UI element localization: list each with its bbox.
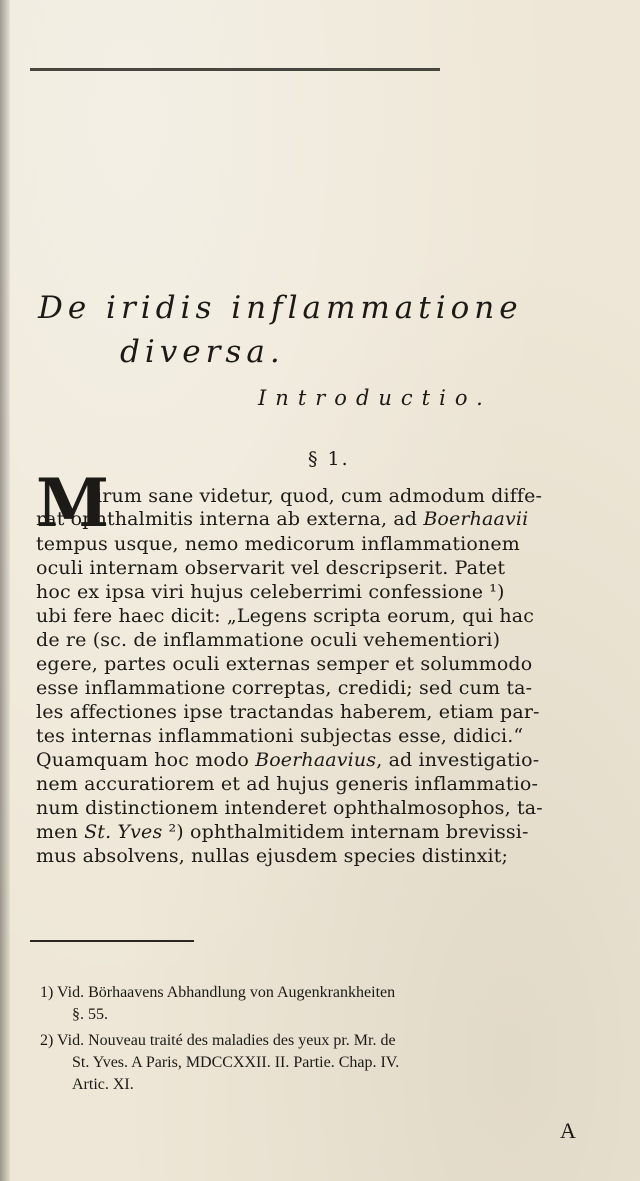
body-line <box>36 772 538 796</box>
body-line <box>36 580 505 604</box>
body-line <box>36 700 540 724</box>
body-line <box>96 484 542 508</box>
body-line <box>36 676 532 700</box>
body-line <box>36 604 534 628</box>
body-line <box>36 844 508 868</box>
text-run: les affectiones ipse tractandas haberem, etiam par- <box>36 701 540 723</box>
text-run: ubi fere haec dicit: „Legens scripta eorum, qui hac <box>36 605 535 627</box>
text-run: mus absolvens, nullas ejusdem species distinxit; <box>36 845 509 867</box>
title-line-1: De iridis inflammatione <box>38 290 523 326</box>
italic-name: Boerhaavii <box>423 508 529 530</box>
footnote-line: 2) Vid. Nouveau traité des maladies des yeux pr. Mr. de <box>40 1032 396 1049</box>
body-line <box>36 748 539 772</box>
body-line <box>36 724 523 748</box>
italic-name: Boerhaavius <box>255 749 377 771</box>
text-run: egere, partes oculi externas semper et solummodo <box>36 653 533 675</box>
binding-edge-shadow <box>0 0 10 1181</box>
text-run: irum sane videtur, quod, cum admodum diffe- <box>96 485 543 507</box>
text-run: oculi internam observarit vel descripserit. Patet <box>36 557 506 579</box>
text-run: ²) ophthalmitidem internam brevissi- <box>162 821 529 843</box>
body-line <box>36 507 528 531</box>
body-line <box>36 532 520 556</box>
body-line <box>36 652 532 676</box>
signature-mark: A <box>560 1118 576 1143</box>
text-run: hoc ex ipsa viri hujus celeberrimi confessione ¹) <box>36 581 505 603</box>
body-line <box>36 628 500 652</box>
text-run: esse inflammatione correptas, credidi; sed cum ta- <box>36 677 533 699</box>
text-run: men <box>36 821 85 843</box>
footnote-rule <box>30 940 194 942</box>
footnote-line: §. 55. <box>72 1006 108 1023</box>
subtitle: Introductio. <box>258 386 492 410</box>
text-run: rat ophthalmitis interna ab externa, ad <box>36 508 424 530</box>
text-run: tes internas inflammationi subjectas esse, didici.“ <box>36 725 524 747</box>
footnote-line: St. Yves. A Paris, MDCCXXII. II. Partie. Chap. IV. <box>72 1054 400 1071</box>
top-rule <box>30 68 440 71</box>
body-line <box>36 820 529 844</box>
body-line <box>36 556 505 580</box>
footnote-line: 1) Vid. Börhaavens Abhandlung von Augenkrankheiten <box>40 984 396 1001</box>
text-run: Quamquam hoc modo <box>36 749 256 771</box>
italic-name: St. Yves <box>84 821 163 843</box>
body-line <box>36 796 543 820</box>
footnote-line: Artic. XI. <box>72 1076 134 1093</box>
section-number: § 1. <box>308 448 350 470</box>
text-run: tempus usque, nemo medicorum inflammationem <box>36 533 520 555</box>
text-run: nem accuratiorem et ad hujus generis inflammatio- <box>36 773 539 795</box>
drop-cap: M <box>36 464 110 542</box>
text-run: de re (sc. de inflammatione oculi vehementiori) <box>36 629 501 651</box>
title-line-2: diversa. <box>120 334 285 370</box>
text-run: , ad investigatio- <box>376 749 540 771</box>
text-run: num distinctionem intenderet ophthalmosophos, ta- <box>36 797 543 819</box>
